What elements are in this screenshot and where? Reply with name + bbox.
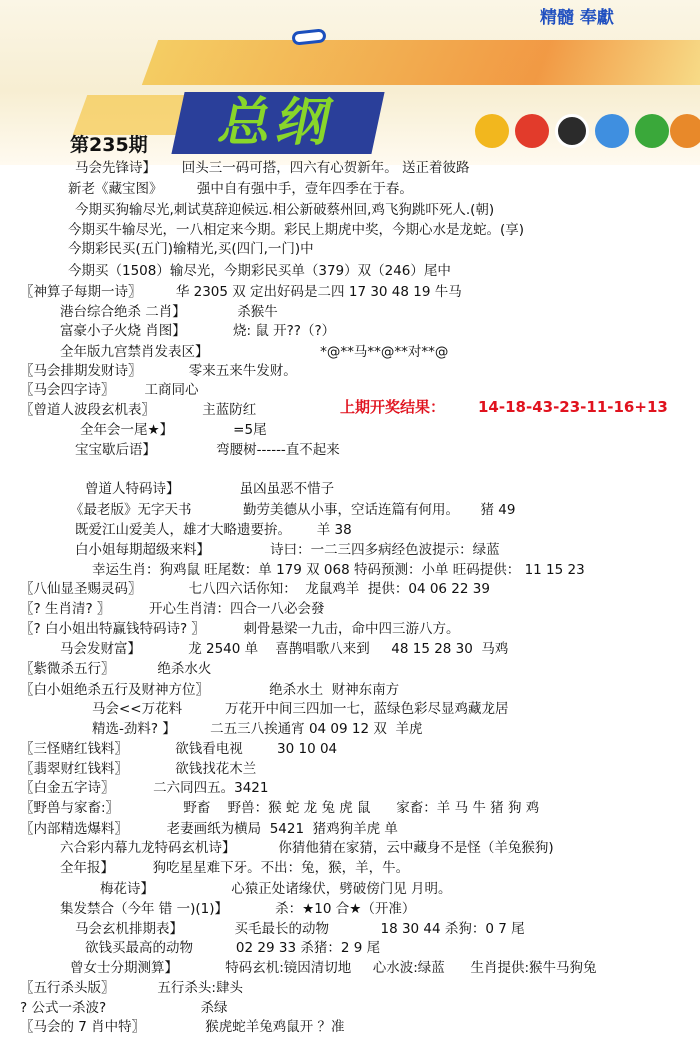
text-line: 曾女士分期测算】 特码玄机:镜因清切地 心水波:绿蓝 生肖提供:猴牛马狗兔 [70, 960, 597, 976]
header-banner [0, 0, 700, 165]
text-line: 〖马会排期发财诗〗 零来五来牛发财。 [20, 363, 297, 379]
text-line: 〖八仙显圣赐灵码〗 七八四六话你知： 龙鼠鸡羊 提供：04 06 22 39 [20, 581, 490, 597]
text-line: 〖马会四字诗〗 工商同心 [20, 382, 199, 398]
text-line: 全年版九宫禁肖发表区】 *@**马**@**对**@ [60, 344, 449, 360]
issue-number: 第235期 [70, 134, 148, 156]
banner-presents: 精髓 奉獻 [540, 8, 614, 28]
mascot-icon [670, 114, 700, 148]
text-line: 〖三怪赌红钱料〗 欲钱看电视 30 10 04 [20, 741, 338, 757]
text-line: 富豪小子火烧 肖图】 烧: 鼠 开??（?） [60, 323, 336, 339]
text-line: 新老《藏宝图》 强中自有强中手，壹年四季在于春。 [68, 181, 413, 197]
text-line: 〖野兽与家畜:〗 野畜 野兽：猴 蛇 龙 兔 虎 鼠 家畜：羊 马 牛 猪 狗 鸡 [20, 800, 540, 816]
text-line: 宝宝歇后语】 弯腰树------直不起来 [75, 442, 340, 458]
text-line: 全年报】 狗吃星星难下牙。不出：兔，猴，羊，牛。 [60, 860, 410, 876]
banner-stripe [142, 40, 700, 85]
mascot-icon [595, 114, 629, 148]
text-line: 〖内部精选爆料〗 老妻画纸为横局 5421 猪鸡狗羊虎 单 [20, 821, 398, 837]
text-line: 〖紫微杀五行〗 绝杀水火 [20, 661, 212, 677]
text-line: 梅花诗】 心猿正处诸缘伏，劈破傍门见 月明。 [100, 881, 452, 897]
text-line: 白小姐每期超级来料】 诗曰：一二三四多病经色波提示：绿蓝 [75, 542, 500, 558]
text-line: 马会发财富】 龙 2540 单 喜鹊唱歌八来到 48 15 28 30 马鸡 [60, 641, 509, 657]
text-line: 〖白金五字诗〗 二六同四五。3421 [20, 780, 269, 796]
text-line: 既爱江山爱美人，雄才大略遗要拚。 羊 38 [75, 522, 352, 538]
panda-mascot-icon [555, 114, 589, 148]
text-line: 今期买狗输尽光,刺试莫辞迎候远.相公新破蔡州回,鸡飞狗跳吓死人.(朝) [75, 202, 495, 218]
text-line: 《最老版》无字天书 勤劳美德从小事，空话连篇有何用。 猪 49 [70, 502, 516, 518]
text-line: 港台综合绝杀 二肖】 杀猴牛 [60, 304, 278, 320]
text-line: 〖? 白小姐出特赢钱特码诗? 〗 刺骨悬梁一九击，命中四三游八方。 [20, 621, 460, 637]
text-line: 〖翡翠财红钱料〗 欲钱找花木兰 [20, 761, 257, 777]
text-line: 今期买牛输尽光，一八相定来今期。彩民上期虎中奖，今期心水是龙蛇。(享) [68, 222, 525, 238]
mascots-icon [470, 100, 700, 165]
text-line: 马会<<万花料 万花开中间三四加一七，蓝绿色彩尽显鸡藏龙居 [92, 701, 509, 717]
text-line: 六合彩内幕九龙特码玄机诗】 你猜他猜在家猜，云中藏身不是怪（羊兔猴狗) [60, 840, 554, 856]
text-line: 〖五行杀头版〗 五行杀头:肆头 [20, 980, 243, 996]
text-line: 〖白小姐绝杀五行及财神方位〗 绝杀水土 财神东南方 [20, 682, 400, 698]
text-line: ? 公式一杀波? 杀绿 [20, 1000, 228, 1016]
text-line: 〖曾道人波段玄机表〗 主蓝防红 [20, 402, 257, 418]
text-line: 今期彩民买(五门)输精光,买(四门,一门)中 [68, 241, 314, 257]
text-line: 马会先锋诗】 回头三一码可搭，四六有心贺新年。 送正着彼路 [75, 160, 470, 176]
text-line: 精选-劲料? 】 二五三八挨通宵 04 09 12 双 羊虎 [92, 721, 423, 737]
text-line: 全年会一尾★】 =5尾 [80, 422, 267, 438]
text-line: 今期买（1508）输尽光，今期彩民买单（379）双（246）尾中 [68, 263, 451, 279]
mascot-icon [515, 114, 549, 148]
text-line: 〖马会的 7 肖中特〗 猴虎蛇羊兔鸡鼠开 ？准 [20, 1019, 345, 1035]
mascot-icon [635, 114, 669, 148]
text-line: 〖神算子每期一诗〗 华 2305 双 定出好码是二四 17 30 48 19 牛马 [20, 284, 462, 300]
text-line: 马会玄机排期表】 买毛最长的动物 18 30 44 杀狗：0 7 尾 [75, 921, 525, 937]
text-line: 幸运生肖：狗鸡鼠 旺尾数：单 179 双 068 特码预测：小单 旺码提供： 11 15 23 [92, 562, 585, 578]
mascot-icon [475, 114, 509, 148]
text-line: 欲钱买最高的动物 02 29 33 杀猪：2 9 尾 [85, 940, 381, 956]
result-numbers: 14-18-43-23-11-16+13 [478, 398, 668, 416]
text-line: 〖? 生肖清? 〗 开心生肖清：四合一八必会發 [20, 601, 325, 617]
zonggang-logo: 总纲 [171, 92, 384, 154]
text-line: 集发禁合（今年 错 一)(1)】 杀：★10 合★（开准） [60, 901, 416, 917]
result-label: 上期开奖结果： [340, 398, 446, 416]
text-line: 曾道人特码诗】 虽凶虽恶不惜子 [85, 481, 335, 497]
